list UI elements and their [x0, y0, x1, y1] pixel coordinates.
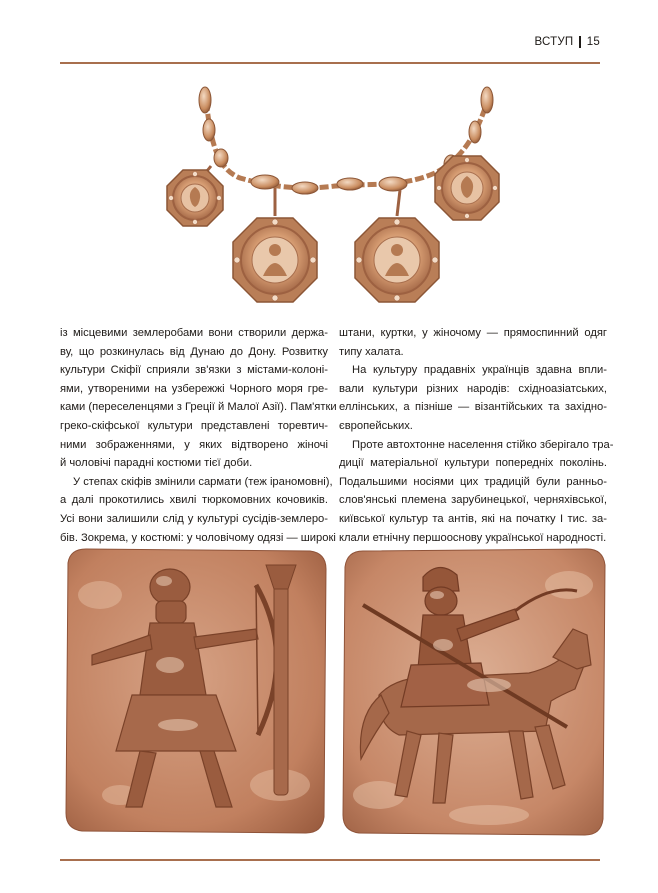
text-line: У степах скіфів змінили сармати (теж іраномовні), [73, 475, 333, 488]
text-line: ними зображеннями, у яких відтворено жіночі [60, 438, 328, 451]
text-line: диції матеріальної культури попередніх поколінь. [339, 457, 607, 470]
text-line: еллінських, а пізніше — візантійських та західно- [339, 401, 607, 414]
text-line: Усі вони залишили слід у культурі сусідів-землеро- [60, 512, 328, 525]
running-header [60, 22, 600, 64]
text-line: слов'янські племена зарубинецької, черняхівської, [339, 494, 607, 507]
text-line: бів. Зокрема, у костюмі: у чоловічому одязі — широкі [60, 531, 336, 544]
necklace-image [135, 78, 525, 310]
text-line: культури Скіфії сприяли зв'язки з містами-колоні- [60, 364, 328, 377]
text-column-right [339, 324, 614, 547]
text-line: Подальшими носіями цих традицій були ранньо- [339, 475, 607, 488]
page-number: 15 [586, 36, 600, 48]
text-line: із місцевими землеробами вони створили держа- [60, 327, 328, 339]
text-line: київської культур та антів, які на початку І тис. за- [339, 512, 607, 525]
necklace-illustration [135, 78, 525, 310]
text-line: ями, утвореними на узбережжі Чорного моря гре- [60, 382, 328, 395]
horseman-relief-image [339, 545, 609, 837]
text-line: ками (переселенцями з Греції й Малої Азії). Пам'ятки [60, 401, 337, 414]
relief-tile-horseman [339, 545, 609, 837]
header-right [534, 36, 600, 48]
text-line: клали етнічну першооснову української народності. [339, 531, 607, 544]
archer-relief-image [60, 545, 330, 837]
text-line: Проте автохтонне населення стійко зберігало тра- [352, 438, 614, 451]
section-title: ВСТУП [534, 36, 574, 48]
footer-rule [60, 859, 600, 861]
text-line: греко-скіфської культури представлені торевтич- [60, 419, 328, 432]
text-line: й чоловічі парадні костюми тієї доби. [60, 457, 253, 470]
text-column-left [60, 324, 337, 547]
relief-tile-archer [60, 545, 330, 837]
text-line: вали культури різних народів: східноазіатських, [339, 382, 607, 395]
text-line: європейських. [339, 419, 413, 432]
header-separator [579, 36, 581, 48]
text-line: ву, що розкинулась від Дунаю до Дону. Розвитку [60, 345, 328, 358]
text-line: штани, куртки, у жіночому — прямоспинний одяг [339, 327, 607, 339]
text-line: На культуру прадавніх українців здавна впли- [352, 364, 607, 377]
text-line: а далі прокотились хвилі тюркомовних кочовиків. [60, 494, 328, 507]
text-line: типу халата. [339, 345, 404, 358]
